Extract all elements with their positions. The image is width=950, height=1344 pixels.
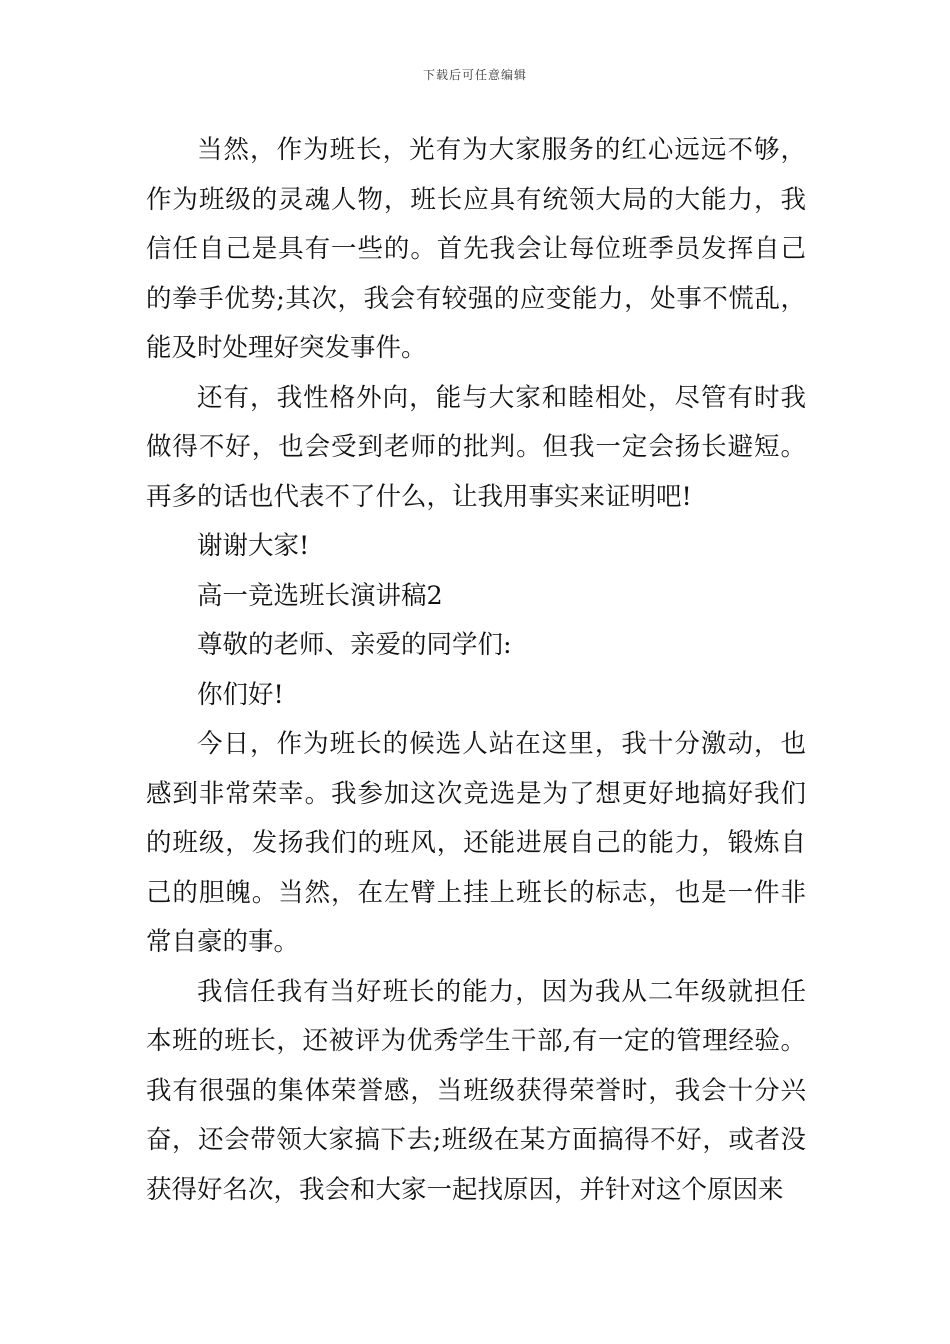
- document-body: [146, 126, 806, 1215]
- page-header-note: 下载后可任意编辑: [422, 68, 527, 82]
- paragraph: 今日，作为班长的候选人站在这里，我十分激动，也感到非常荣幸。我参加这次竞选是为了想更好地搞好我们的班级，发扬我们的班风，还能进展自己的能力，锻炼自己的胆魄。当然，在左臂上挂上班长的标志，也是一件非常自豪的事。: [146, 729, 806, 957]
- section-title: 高一竞选班长演讲稿2: [197, 580, 443, 611]
- salutation: 尊敬的老师、亲爱的同学们:: [197, 630, 512, 660]
- greeting: 你们好!: [197, 679, 284, 710]
- paragraph: 我信任我有当好班长的能力，因为我从二年级就担任本班的班长，还被评为优秀学生干部,有一定的管理经验。我有很强的集体荣誉感，当班级获得荣誉时，我会十分兴奋，还会带领大家搞下去;班级在某方面搞得不好，或者没获得好名次，我会和大家一起找原因，并针对这个原因来: [146, 976, 806, 1205]
- paragraph: 还有，我性格外向，能与大家和睦相处，尽管有时我做得不好，也会受到老师的批判。但我一定会扬长避短。再多的话也代表不了什么，让我用事实来证明吧!: [146, 382, 806, 512]
- paragraph: 当然，作为班长，光有为大家服务的红心远远不够，作为班级的灵魂人物，班长应具有统领大局的大能力，我信任自己是具有一些的。首先我会让每位班季员发挥自己的拳手优势;其次，我会有较强的应变能力，处事不慌乱，能及时处理好突发事件。: [146, 135, 806, 363]
- closing-thanks: 谢谢大家!: [197, 531, 310, 561]
